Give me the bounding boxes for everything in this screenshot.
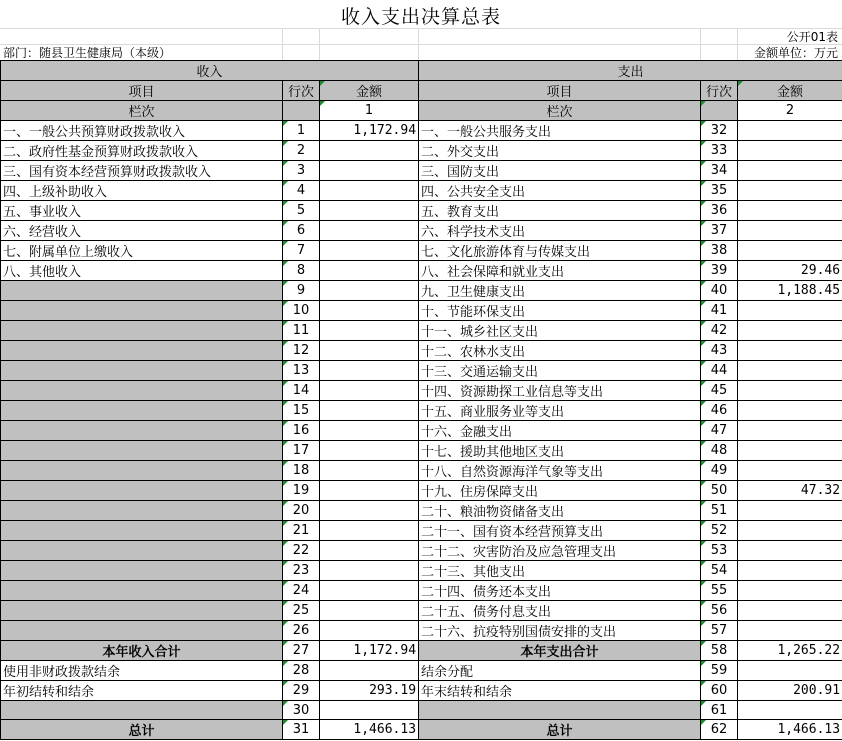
year-income-total-label: 本年收入合计 <box>1 641 283 661</box>
income-row-number: 6 <box>283 221 320 241</box>
report-title: 收入支出决算总表 <box>340 5 501 28</box>
income-amount-cell[interactable] <box>320 301 419 321</box>
income-row-number: 2 <box>283 141 320 161</box>
expense-amount-cell[interactable] <box>738 341 842 361</box>
income-column-index: 1 <box>320 101 419 121</box>
expense-row-number: 59 <box>701 661 738 681</box>
expense-amount-cell[interactable] <box>738 581 842 601</box>
income-item: 二、政府性基金预算财政拨款收入 <box>1 141 283 161</box>
income-item <box>1 581 283 601</box>
income-amount-cell[interactable]: 1,172.94 <box>320 121 419 141</box>
expense-item: 二十二、灾害防治及应急管理支出 <box>419 541 701 561</box>
table-row <box>1 401 842 421</box>
income-item <box>1 381 283 401</box>
income-row-number: 17 <box>283 441 320 461</box>
expense-row-number: 45 <box>701 381 738 401</box>
year-total-row <box>1 641 842 661</box>
expense-item: 七、文化旅游体育与传媒支出 <box>419 241 701 261</box>
year-income-total-amount[interactable]: 1,172.94 <box>320 641 419 661</box>
expense-item: 十一、城乡社区支出 <box>419 321 701 341</box>
income-amount-header: 金额 <box>320 81 419 101</box>
table-row <box>1 381 842 401</box>
expense-item: 八、社会保障和就业支出 <box>419 261 701 281</box>
income-row-number: 12 <box>283 341 320 361</box>
income-row-number: 18 <box>283 461 320 481</box>
income-amount-cell[interactable] <box>320 441 419 461</box>
expense-item-header: 项目 <box>419 81 701 101</box>
expense-row-number: 52 <box>701 521 738 541</box>
income-item <box>1 701 283 720</box>
expense-column-index-blank <box>701 101 738 121</box>
table-row <box>1 441 842 461</box>
income-amount-cell[interactable] <box>320 561 419 581</box>
expense-amount-cell[interactable] <box>738 421 842 441</box>
expense-amount-cell[interactable] <box>738 601 842 621</box>
expense-row-number: 47 <box>701 421 738 441</box>
expense-row-number: 51 <box>701 501 738 521</box>
income-item <box>1 541 283 561</box>
income-row-number: 1 <box>283 121 320 141</box>
grand-expense-total-label: 总计 <box>419 720 701 740</box>
income-item <box>1 341 283 361</box>
year-expense-total-row-number: 58 <box>701 641 738 661</box>
expense-amount-cell[interactable]: 1,188.45 <box>738 281 842 301</box>
expense-item: 年末结转和结余 <box>419 681 701 701</box>
income-item <box>1 401 283 421</box>
expense-item: 十三、交通运输支出 <box>419 361 701 381</box>
expense-amount-cell[interactable] <box>738 361 842 381</box>
expense-item: 二、外交支出 <box>419 141 701 161</box>
table-row <box>1 301 842 321</box>
income-amount-cell[interactable] <box>320 661 419 681</box>
grand-income-total-label: 总计 <box>1 720 283 740</box>
expense-amount-cell[interactable] <box>738 381 842 401</box>
income-row-number: 19 <box>283 481 320 501</box>
expense-item: 十六、金融支出 <box>419 421 701 441</box>
expense-item: 三、国防支出 <box>419 161 701 181</box>
table-row <box>1 261 842 281</box>
table-row <box>1 601 842 621</box>
year-expense-total-label: 本年支出合计 <box>419 641 701 661</box>
expense-amount-cell[interactable] <box>738 141 842 161</box>
income-amount-cell[interactable] <box>320 281 419 301</box>
table-row <box>1 121 842 141</box>
expense-row-number: 54 <box>701 561 738 581</box>
expense-row-number: 44 <box>701 361 738 381</box>
income-amount-cell[interactable] <box>320 541 419 561</box>
grand-income-total-amount[interactable]: 1,466.13 <box>320 720 419 740</box>
income-amount-cell[interactable]: 293.19 <box>320 681 419 701</box>
expense-amount-cell[interactable]: 47.32 <box>738 481 842 501</box>
income-item: 四、上级补助收入 <box>1 181 283 201</box>
expense-row-number: 35 <box>701 181 738 201</box>
income-item <box>1 361 283 381</box>
expense-item: 十五、商业服务业等支出 <box>419 401 701 421</box>
income-row-number: 30 <box>283 701 320 720</box>
expense-row-number: 36 <box>701 201 738 221</box>
income-amount-cell[interactable] <box>320 521 419 541</box>
table-row <box>1 681 842 701</box>
income-amount-cell[interactable] <box>320 701 419 720</box>
table-row <box>1 321 842 341</box>
section-header-row <box>1 61 842 81</box>
column-index-row <box>1 101 842 121</box>
gridline <box>282 28 283 60</box>
expense-amount-cell[interactable] <box>738 321 842 341</box>
expense-row-number: 46 <box>701 401 738 421</box>
expense-amount-cell[interactable] <box>738 521 842 541</box>
income-row-number: 26 <box>283 621 320 641</box>
expense-row-number: 39 <box>701 261 738 281</box>
income-item: 七、附属单位上缴收入 <box>1 241 283 261</box>
income-row-number: 5 <box>283 201 320 221</box>
income-column-index-blank <box>283 101 320 121</box>
expense-row-number: 42 <box>701 321 738 341</box>
gridline <box>737 28 738 60</box>
expense-amount-header: 金额 <box>738 81 842 101</box>
income-item: 六、经营收入 <box>1 221 283 241</box>
income-amount-cell[interactable] <box>320 501 419 521</box>
expense-rowno-header: 行次 <box>701 81 738 101</box>
expense-item: 四、公共安全支出 <box>419 181 701 201</box>
table-row <box>1 501 842 521</box>
income-section-header: 收入 <box>1 61 419 81</box>
income-item <box>1 281 283 301</box>
expense-item: 十七、援助其他地区支出 <box>419 441 701 461</box>
income-row-number: 8 <box>283 261 320 281</box>
gridline <box>418 28 419 60</box>
expense-amount-cell[interactable] <box>738 501 842 521</box>
income-row-number: 11 <box>283 321 320 341</box>
table-row <box>1 661 842 681</box>
income-item: 五、事业收入 <box>1 201 283 221</box>
expense-item: 结余分配 <box>419 661 701 681</box>
income-item: 三、国有资本经营预算财政拨款收入 <box>1 161 283 181</box>
expense-item: 十、节能环保支出 <box>419 301 701 321</box>
expense-row-number: 60 <box>701 681 738 701</box>
income-amount-cell[interactable] <box>320 181 419 201</box>
expense-row-number: 37 <box>701 221 738 241</box>
income-item <box>1 301 283 321</box>
income-amount-cell[interactable] <box>320 201 419 221</box>
expense-item: 二十三、其他支出 <box>419 561 701 581</box>
expense-amount-cell[interactable] <box>738 221 842 241</box>
grand-income-total-row-number: 31 <box>283 720 320 740</box>
table-row <box>1 241 842 261</box>
income-row-number: 24 <box>283 581 320 601</box>
income-amount-cell[interactable] <box>320 481 419 501</box>
income-amount-cell[interactable] <box>320 221 419 241</box>
income-amount-cell[interactable] <box>320 341 419 361</box>
expense-amount-cell[interactable] <box>738 441 842 461</box>
income-row-number: 10 <box>283 301 320 321</box>
form-code: 公开01表 <box>786 30 838 44</box>
income-amount-cell[interactable] <box>320 261 419 281</box>
income-amount-cell[interactable] <box>320 621 419 641</box>
income-item <box>1 501 283 521</box>
expense-item: 二十五、债务付息支出 <box>419 601 701 621</box>
year-expense-total-amount[interactable]: 1,265.22 <box>738 641 842 661</box>
expense-row-number: 55 <box>701 581 738 601</box>
expense-row-number: 34 <box>701 161 738 181</box>
expense-amount-cell[interactable]: 200.91 <box>738 681 842 701</box>
expense-amount-cell[interactable] <box>738 201 842 221</box>
expense-amount-cell[interactable] <box>738 161 842 181</box>
income-row-number: 22 <box>283 541 320 561</box>
expense-amount-cell[interactable] <box>738 701 842 720</box>
expense-item: 六、科学技术支出 <box>419 221 701 241</box>
table-row <box>1 341 842 361</box>
table-row <box>1 541 842 561</box>
expense-amount-cell[interactable] <box>738 401 842 421</box>
income-item: 使用非财政拨款结余 <box>1 661 283 681</box>
expense-row-number: 57 <box>701 621 738 641</box>
income-row-number: 9 <box>283 281 320 301</box>
expense-row-number: 56 <box>701 601 738 621</box>
expense-item: 一、一般公共服务支出 <box>419 121 701 141</box>
income-row-number: 28 <box>283 661 320 681</box>
expense-amount-cell[interactable] <box>738 561 842 581</box>
column-header-row <box>1 81 842 101</box>
income-amount-cell[interactable] <box>320 601 419 621</box>
expense-amount-cell[interactable] <box>738 121 842 141</box>
table-row <box>1 561 842 581</box>
grand-expense-total-row-number: 62 <box>701 720 738 740</box>
gridline <box>319 28 320 60</box>
income-amount-cell[interactable] <box>320 141 419 161</box>
income-item-header: 项目 <box>1 81 283 101</box>
unit-label: 金额单位：万元 <box>753 46 838 60</box>
expense-amount-cell[interactable] <box>738 301 842 321</box>
table-row <box>1 161 842 181</box>
expense-section-header: 支出 <box>419 61 842 81</box>
income-row-number: 20 <box>283 501 320 521</box>
expense-row-number: 48 <box>701 441 738 461</box>
income-item: 八、其他收入 <box>1 261 283 281</box>
income-item <box>1 521 283 541</box>
income-row-number: 7 <box>283 241 320 261</box>
table-row <box>1 181 842 201</box>
income-amount-cell[interactable] <box>320 361 419 381</box>
income-row-number: 25 <box>283 601 320 621</box>
income-row-number: 4 <box>283 181 320 201</box>
income-item <box>1 461 283 481</box>
income-item <box>1 441 283 461</box>
grand-total-row <box>1 720 842 740</box>
expense-row-number: 53 <box>701 541 738 561</box>
expense-item: 十四、资源勘探工业信息等支出 <box>419 381 701 401</box>
table-row <box>1 141 842 161</box>
income-amount-cell[interactable] <box>320 421 419 441</box>
expense-item: 十二、农林水支出 <box>419 341 701 361</box>
income-item <box>1 421 283 441</box>
table-row <box>1 581 842 601</box>
expense-column-index: 2 <box>738 101 842 121</box>
year-income-total-row-number: 27 <box>283 641 320 661</box>
expense-row-number: 50 <box>701 481 738 501</box>
expense-amount-cell[interactable] <box>738 621 842 641</box>
income-rowno-header: 行次 <box>283 81 320 101</box>
income-row-number: 16 <box>283 421 320 441</box>
expense-amount-cell[interactable] <box>738 241 842 261</box>
income-row-number: 15 <box>283 401 320 421</box>
income-row-number: 29 <box>283 681 320 701</box>
table-row <box>1 701 842 720</box>
income-item <box>1 561 283 581</box>
expense-item: 九、卫生健康支出 <box>419 281 701 301</box>
table-row <box>1 281 842 301</box>
expense-item: 二十六、抗疫特别国债安排的支出 <box>419 621 701 641</box>
expense-row-number: 43 <box>701 341 738 361</box>
expense-column-index-label: 栏次 <box>419 101 701 121</box>
expense-row-number: 32 <box>701 121 738 141</box>
table-row <box>1 481 842 501</box>
gridline <box>700 28 701 60</box>
income-amount-cell[interactable] <box>320 321 419 341</box>
income-row-number: 3 <box>283 161 320 181</box>
income-column-index-label: 栏次 <box>1 101 283 121</box>
expense-item <box>419 701 701 720</box>
expense-row-number: 61 <box>701 701 738 720</box>
expense-row-number: 33 <box>701 141 738 161</box>
table-row <box>1 621 842 641</box>
expense-amount-cell[interactable] <box>738 181 842 201</box>
expense-item: 十八、自然资源海洋气象等支出 <box>419 461 701 481</box>
table-row <box>1 421 842 441</box>
expense-item: 十九、住房保障支出 <box>419 481 701 501</box>
income-row-number: 23 <box>283 561 320 581</box>
expense-amount-cell[interactable] <box>738 461 842 481</box>
income-amount-cell[interactable] <box>320 461 419 481</box>
table-row <box>1 361 842 381</box>
income-amount-cell[interactable] <box>320 381 419 401</box>
income-amount-cell[interactable] <box>320 161 419 181</box>
income-amount-cell[interactable] <box>320 401 419 421</box>
expense-amount-cell[interactable]: 29.46 <box>738 261 842 281</box>
grand-expense-total-amount[interactable]: 1,466.13 <box>738 720 842 740</box>
expense-row-number: 41 <box>701 301 738 321</box>
table-row <box>1 521 842 541</box>
expense-item: 二十一、国有资本经营预算支出 <box>419 521 701 541</box>
table-row <box>1 201 842 221</box>
department-label: 部门：随县卫生健康局（本级） <box>3 46 172 60</box>
income-row-number: 14 <box>283 381 320 401</box>
expense-row-number: 49 <box>701 461 738 481</box>
gridline <box>0 28 842 29</box>
expense-row-number: 38 <box>701 241 738 261</box>
table-row <box>1 221 842 241</box>
income-item <box>1 321 283 341</box>
expense-item: 五、教育支出 <box>419 201 701 221</box>
income-item: 一、一般公共预算财政拨款收入 <box>1 121 283 141</box>
income-amount-cell[interactable] <box>320 581 419 601</box>
income-amount-cell[interactable] <box>320 241 419 261</box>
income-item <box>1 601 283 621</box>
expense-item: 二十四、债务还本支出 <box>419 581 701 601</box>
income-item <box>1 621 283 641</box>
table-row <box>1 461 842 481</box>
income-item <box>1 481 283 501</box>
income-item: 年初结转和结余 <box>1 681 283 701</box>
income-row-number: 21 <box>283 521 320 541</box>
income-row-number: 13 <box>283 361 320 381</box>
expense-item: 二十、粮油物资储备支出 <box>419 501 701 521</box>
summary-table <box>0 60 842 740</box>
expense-amount-cell[interactable] <box>738 661 842 681</box>
expense-row-number: 40 <box>701 281 738 301</box>
expense-amount-cell[interactable] <box>738 541 842 561</box>
